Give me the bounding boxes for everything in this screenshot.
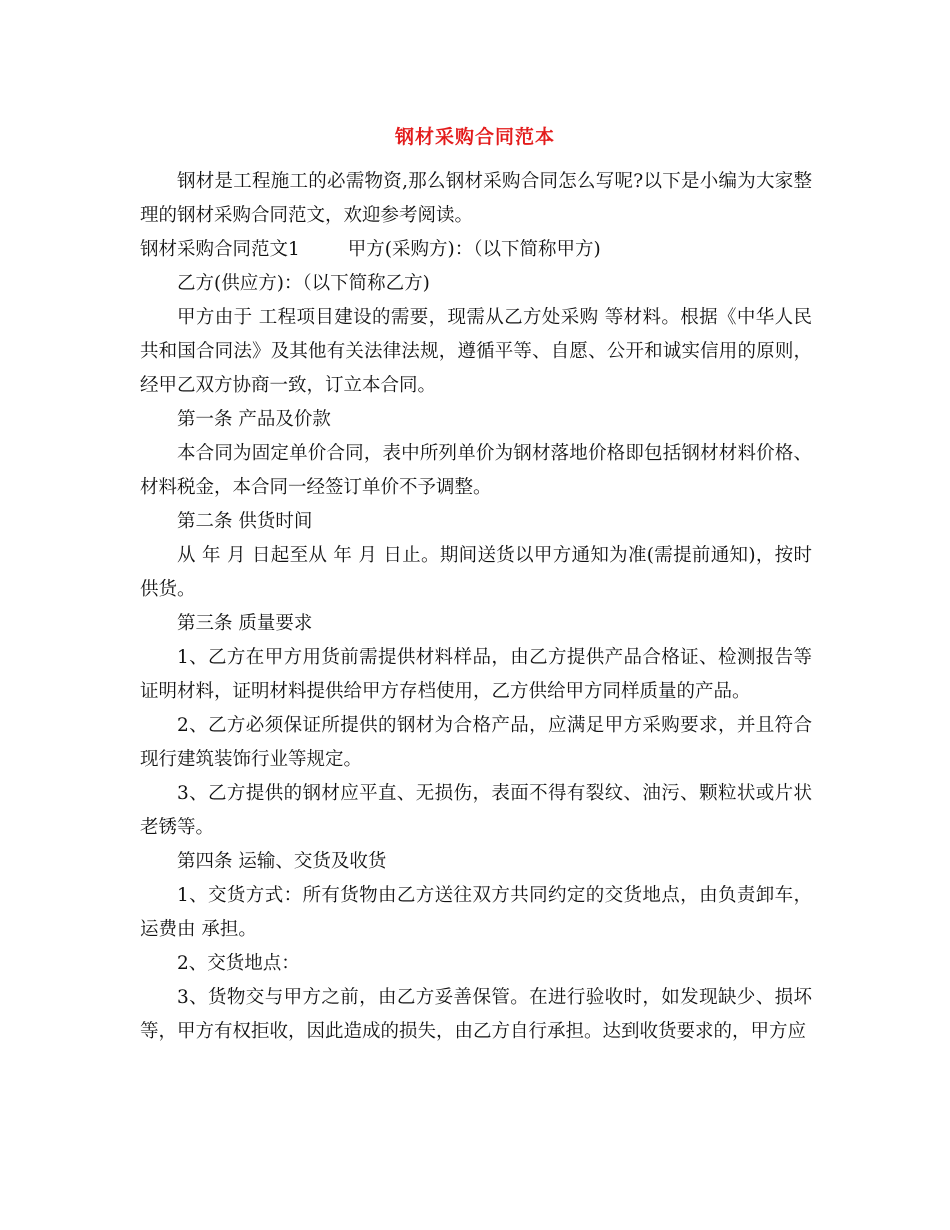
article-4-item-2: 2、交货地点： — [177, 953, 300, 974]
article-3-item-3: 3、乙方提供的钢材应平直、无损伤，表面不得有裂纹、油污、颗粒状或片状老锈等。 — [140, 783, 812, 838]
article-2-paragraph: 从 年 月 日起至从 年 月 日止。期间送货以甲方通知为准(需提前通知)，按时供货。 — [140, 545, 812, 600]
article-3-item-2: 2、乙方必须保证所提供的钢材为合格产品，应满足甲方采购要求，并且符合现行建筑装饰行业等规定。 — [140, 715, 812, 770]
article-3-item-1: 1、乙方在甲方用货前需提供材料样品，由乙方提供产品合格证、检测报告等证明材料，证明材料提供给甲方存档使用，乙方供给甲方同样质量的产品。 — [140, 647, 812, 702]
fan-wen-label: 钢材采购合同范文1 — [140, 239, 300, 260]
intro-paragraph: 钢材是工程施工的必需物资,那么钢材采购合同怎么写呢?以下是小编为大家整理的钢材采购合同范文，欢迎参考阅读。 — [140, 171, 812, 226]
preamble-paragraph: 甲方由于 工程项目建设的需要，现需从乙方处采购 等材料。根据《中华人民共和国合同法》及其他有关法律法规，遵循平等、自愿、公开和诚实信用的原则，经甲乙双方协商一致，订立本合同。 — [140, 307, 812, 396]
document-body — [140, 165, 812, 1049]
article-4-item-1: 1、交货方式：所有货物由乙方送往双方共同约定的交货地点，由负责卸车，运费由 承担。 — [140, 885, 812, 940]
article-1-heading: 第一条 产品及价款 — [177, 409, 331, 430]
party-b-line: 乙方(供应方)：（以下简称乙方) — [177, 273, 430, 294]
article-2-heading: 第二条 供货时间 — [177, 511, 313, 532]
article-4-item-3: 3、货物交与甲方之前，由乙方妥善保管。在进行验收时，如发现缺少、损坏等，甲方有权拒收，因此造成的损失，由乙方自行承担。达到收货要求的，甲方应 — [140, 987, 812, 1042]
article-4-heading: 第四条 运输、交货及收货 — [177, 851, 387, 872]
party-a-text: 甲方(采购方)：（以下简称甲方) — [347, 239, 601, 260]
article-3-heading: 第三条 质量要求 — [177, 613, 313, 634]
article-1-paragraph: 本合同为固定单价合同，表中所列单价为钢材落地价格即包括钢材材料价格、材料税金，本合同一经签订单价不予调整。 — [140, 443, 812, 498]
party-a-line — [140, 233, 812, 267]
document-title: 钢材采购合同范本 — [394, 126, 555, 148]
